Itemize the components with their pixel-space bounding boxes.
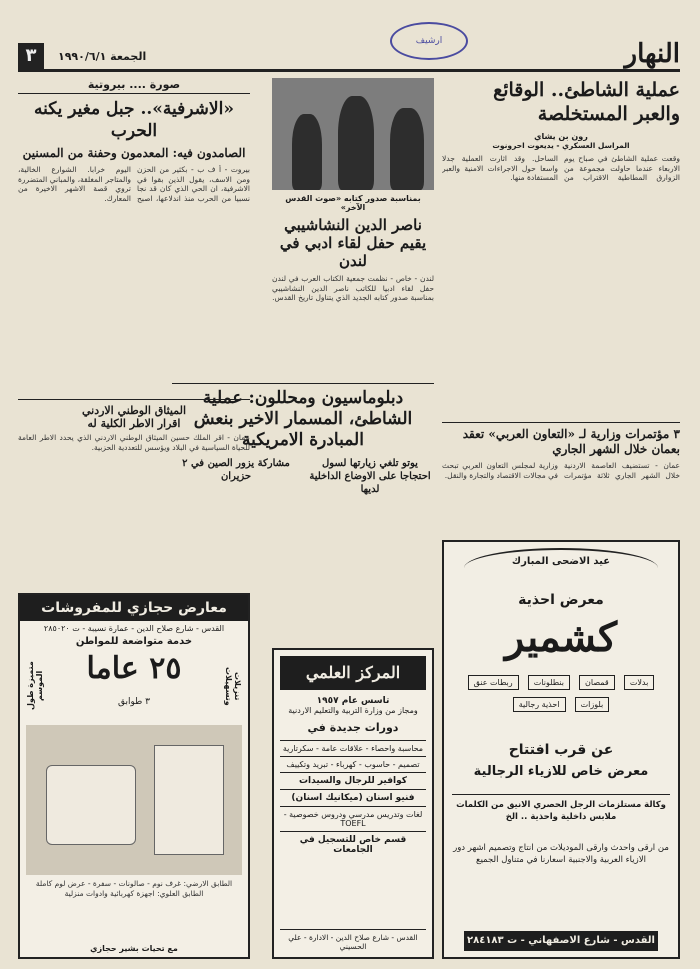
center-headline: ناصر الدين النشاشيبي يقيم حفل لقاء ادبي في لندن: [279, 216, 427, 270]
ad-scientific-center: [272, 648, 434, 959]
right-body-text: وقعت عملية الشاطئ في صباح يوم الاربعاء عندما حاولت مجموعة من الزوارق المطاطية الاقتراب من الساحل. وقد اثارت العملية جدلا واسعا حول الاجراءات الامنية والعبر المستفادة منها.: [442, 154, 680, 183]
center-ad-address: القدس - شارع صلاح الدين - الادارة - علي الحسيني: [280, 929, 426, 951]
ad-kashmir: [442, 540, 680, 959]
kashmir-items: [454, 670, 668, 714]
center-body: [272, 274, 434, 344]
course-item: لغات وتدريس مدرسي ودروس خصوصية - TOEFL: [280, 806, 426, 828]
right-body: [442, 154, 680, 416]
masthead-left: [18, 43, 146, 69]
kashmir-item: بدلات: [624, 675, 655, 690]
masthead-right: [625, 39, 680, 69]
left-headline: «الاشرفية».. جبل مغير يكنه الحرب: [34, 99, 234, 141]
course-item: محاسبة واحصاء - علاقات عامة - سكرتارية: [280, 740, 426, 753]
content-columns: [18, 78, 680, 959]
left-subhead: الصامدون فيه: المعدمون وحفنة من المسنين: [22, 146, 246, 160]
center-licensed: ومجاز من وزارة التربية والتعليم الاردنية: [288, 706, 418, 715]
kashmir-item: قمصان: [579, 675, 615, 690]
right-author: رون بن يشاي: [534, 132, 588, 141]
kashmir-promo: من ارقى واحدث وارقى الموديلات من انتاج وتصميم اشهر دور الازياء العربية والاجنبية اسعارنا في متناول الجميع: [453, 843, 669, 865]
box-body: [18, 433, 250, 505]
kashmir-item: ربطات عنق: [468, 675, 519, 690]
course-item: تصميم - حاسوب - كهرباء - تبريد وتكييف: [280, 756, 426, 769]
right-author-title: المراسل العسكري - يديعوت احرونوت: [492, 141, 630, 150]
wide-headline: دبلوماسيون ومحللون: عملية الشاطئ، المسمار الاخير بنعش المبادرة الامريكية: [193, 388, 413, 450]
course-item: فنيو اسنان (ميكانيك اسنان): [280, 789, 426, 803]
kashmir-address: القدس - شارع الاصفهاني - ت ٢٨٤١٨٣: [464, 931, 658, 951]
hijazi-tagline: خدمة متواضعة للمواطن: [75, 636, 193, 647]
hijazi-floors: ٣ طوابق: [117, 697, 151, 707]
hijazi-side-right: تنزيلات وتسهيلات: [224, 666, 242, 706]
center-brand: المركز العلمي: [280, 656, 426, 690]
kashmir-item: بلوزات: [575, 697, 610, 712]
masthead: [18, 38, 680, 72]
kashmir-brand: كشمير: [505, 614, 617, 661]
kashmir-item: بنطلونات: [528, 675, 570, 690]
ad-hijazi-furniture: [18, 593, 250, 959]
hijazi-address: القدس - شارع صلاح الدين - عمارة نسيبة - ت ٢٨٥٠٢٠: [43, 624, 225, 633]
kashmir-item: احذية رجالية: [513, 697, 566, 712]
person-figure: [338, 96, 374, 190]
hijazi-furniture-photo: [26, 725, 242, 875]
box-headline: الميثاق الوطني الاردني: [81, 404, 187, 417]
section-label: صورة .... بيروتية: [18, 78, 250, 94]
hijazi-title: معارض حجازي للمفروشات: [20, 595, 248, 621]
left-column: [18, 78, 250, 959]
hijazi-credit: مع تحيات بشير حجازي: [90, 944, 178, 953]
news-headline: مشاركة يزور الصين في ٢ حزيران: [182, 458, 290, 482]
side-story: [306, 457, 434, 496]
right-sub-body-text: عمان - تستضيف العاصمة الاردنية خلال الشهر الجاري ثلاثة مؤتمرات وزارية لمجلس التعاون العربي تبحث في مجالات الاقتصاد والتجارة والنقل.: [442, 461, 680, 480]
course-item: قسم خاص للتسجيل في الجامعات: [280, 831, 426, 855]
kashmir-arch-header: عيد الاضحى المبارك: [464, 548, 658, 588]
photo-caption: بمناسبة صدور كتابه «صوت القدس الآخر»: [285, 194, 421, 212]
left-body: [18, 165, 250, 395]
center-photo: [272, 78, 434, 190]
center-founded: تاسس عام ١٩٥٧: [316, 696, 390, 706]
issue-date: الجمعة ١٩٩٠/٦/١: [58, 49, 147, 63]
page-number: ٣: [18, 43, 44, 69]
right-headline: عملية الشاطئ.. الوقائع والعبر المستخلصة: [493, 79, 680, 125]
right-sub-headline: ٣ مؤتمرات وزارية لـ «التعاون العربي» تعقد بعمان خلال الشهر الجاري: [462, 427, 680, 456]
person-figure: [292, 114, 322, 190]
right-column: [442, 78, 680, 959]
person-figure: [390, 108, 424, 190]
wardrobe-shape: [154, 745, 224, 855]
course-item: كوافير للرجال والسيدات: [280, 772, 426, 786]
hijazi-footer: الطابق الارضي: غرف نوم - صالونات - سفرة - عرض لوم كاملة الطابق العلوي: اجهزة كهربائية وادوات منزلية: [35, 879, 233, 898]
newspaper-logo: النهار: [624, 39, 680, 69]
center-courses-label: دورات جديدة في: [307, 721, 399, 734]
kashmir-exhibit: معرض خاص للازياء الرجالية: [473, 764, 649, 779]
box-body-text: عمان - اقر الملك حسين الميثاق الوطني الاردني الذي يحدد الاطر العامة للحياة السياسية في البلاد ويؤسس للتعددية الحزبية.: [18, 433, 250, 452]
stamp-text: ارشيف: [415, 36, 443, 46]
box-subhead: اقرار الاطر الكلية له: [87, 417, 181, 430]
kashmir-agency: وكالة مستلزمات الرجل الحصري الانيق من الكلمات ملابس داخلية واحذية .. الخ: [452, 794, 670, 823]
side-headline: يوتو تلغي زيارتها لسول احتجاجا على الاوضاع الداخلية لديها: [309, 458, 431, 495]
kashmir-opening: عن قرب افتتاح: [508, 742, 614, 758]
bed-shape: [46, 765, 136, 845]
divider: [18, 399, 250, 400]
hijazi-years-block: [20, 647, 248, 725]
divider: [442, 422, 680, 423]
hijazi-years: ٢٥ عاما: [86, 651, 182, 686]
kashmir-kicker: معرض احذية: [518, 592, 604, 608]
hijazi-side-left: متميزة طول الموسم: [26, 661, 44, 711]
center-body-text: لندن - خاص - نظمت جمعية الكتاب العرب في لندن حفل لقاء ادبيا للكاتب ناصر الدين النشاشيبي بمناسبة صدور كتابه الجديد الذي يتناول تاريخ القدس.: [272, 274, 434, 303]
left-body-text: بيروت - أ ف ب - بكثير من الحزن ومن الاسف، يقول الذين بقوا في الاشرفية، ان الحي الذي كان قد نجا نسبيا من الحرب منذ اندلاعها، اصبح اليوم خرابا. الشوارع الخالية، والمتاجر المغلقة، والمباني المتضررة تروي قصة الاشهر الاخيرة من المعارك.: [18, 165, 250, 203]
